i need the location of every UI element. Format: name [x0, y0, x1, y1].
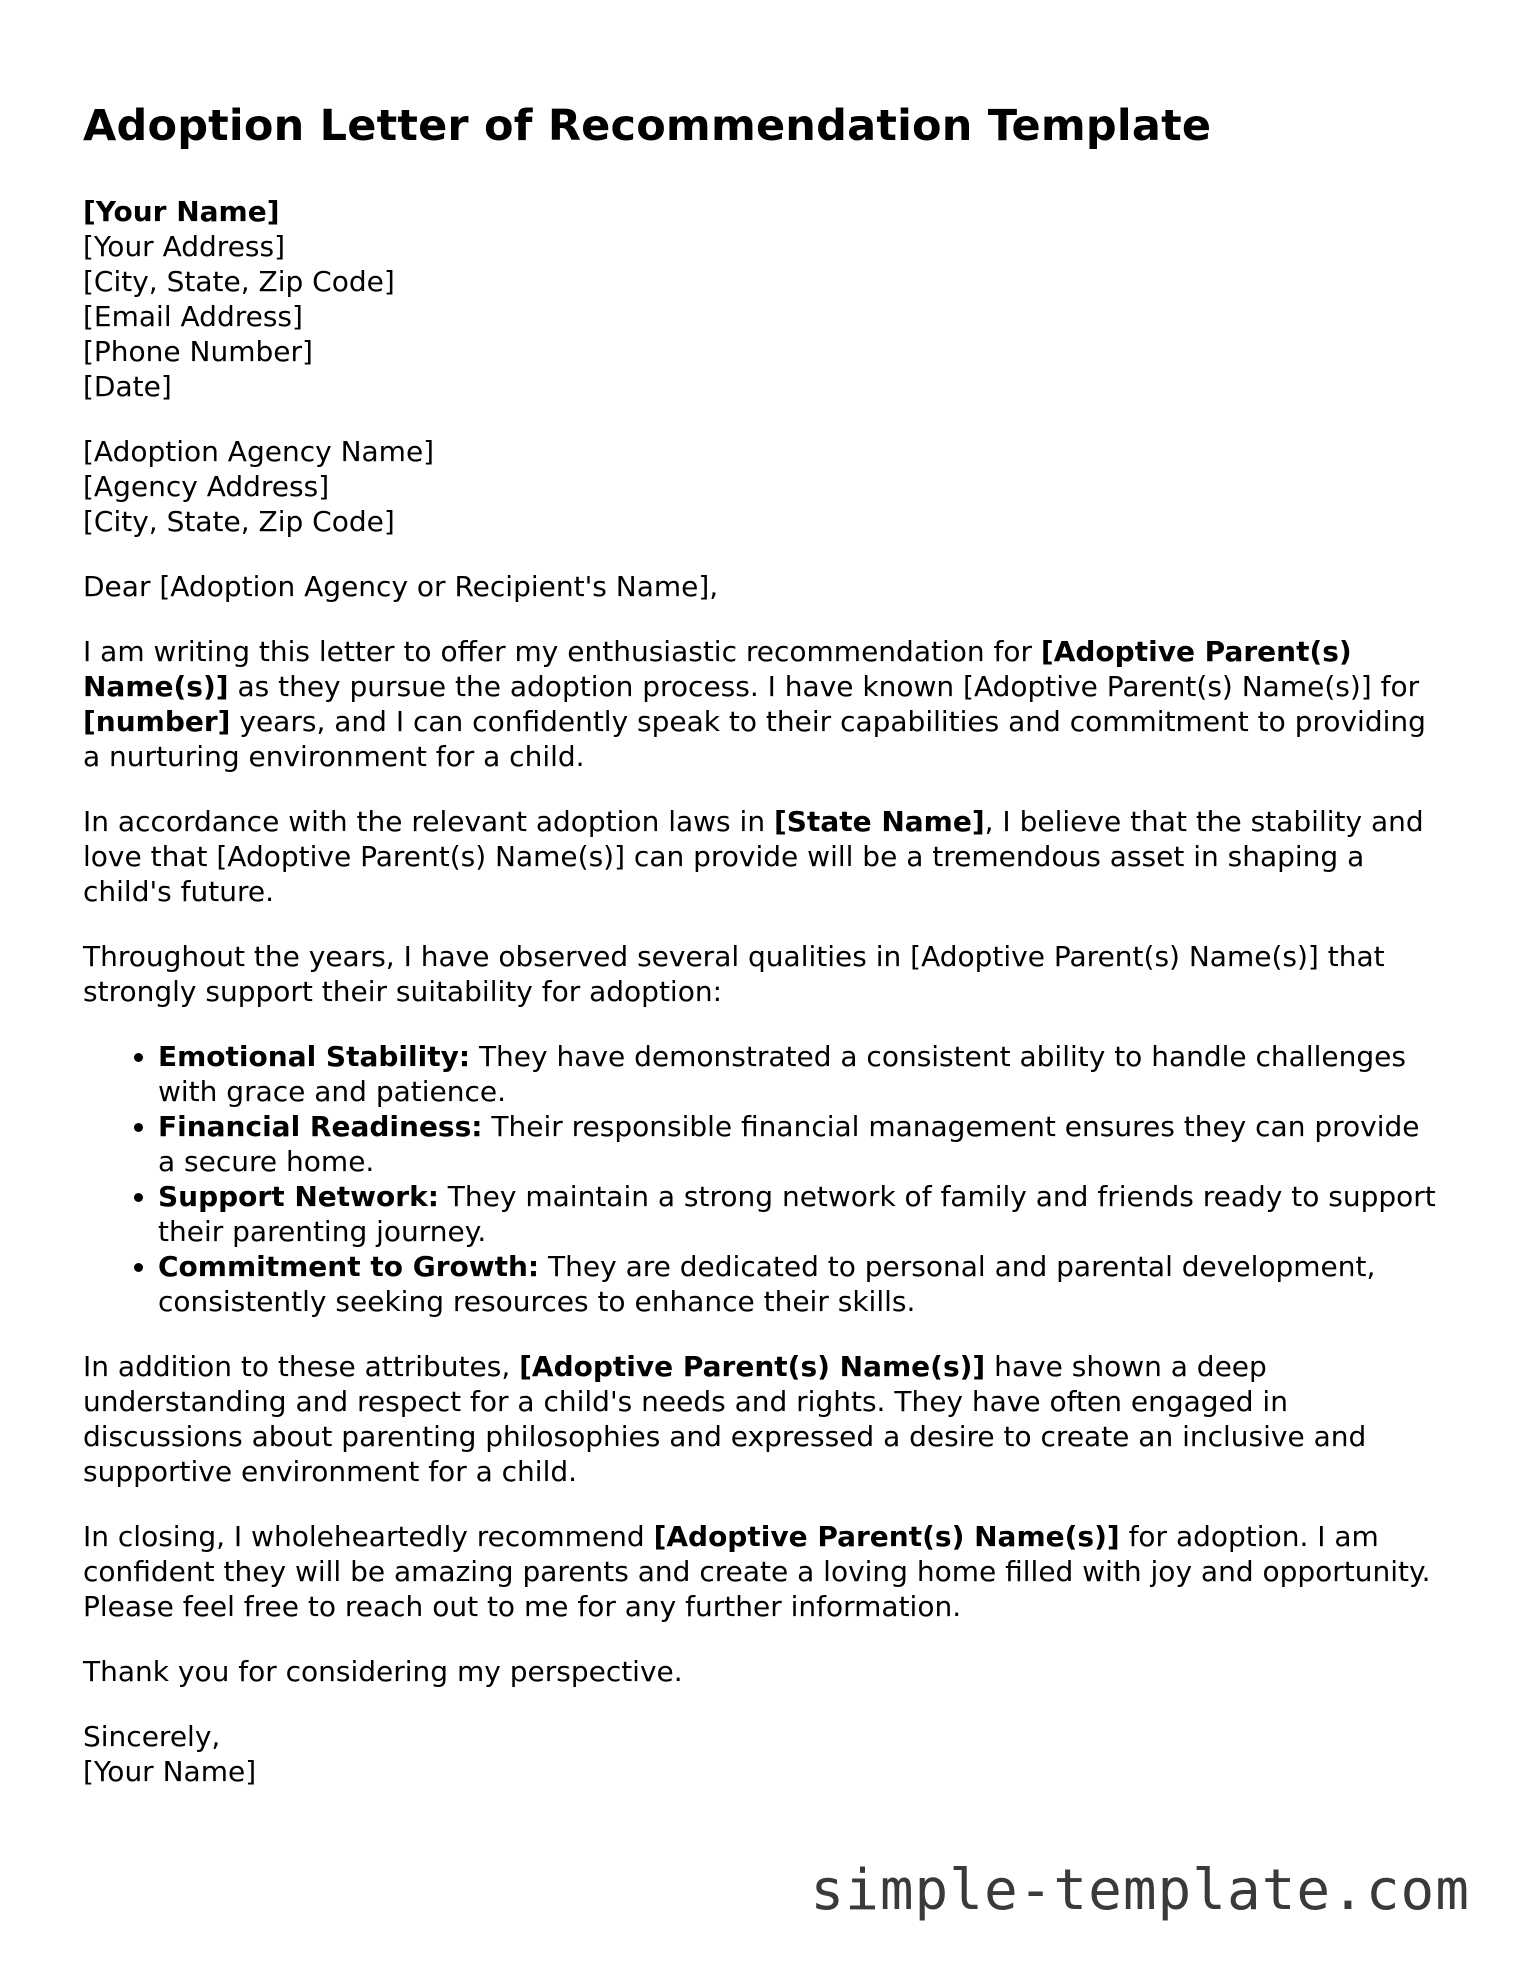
recipient-address: [Agency Address] — [83, 470, 330, 503]
recipient-block — [83, 434, 1443, 539]
signature-block — [83, 1719, 1443, 1789]
quality-label: Financial Readiness: — [158, 1110, 483, 1143]
paragraph-state-laws — [83, 804, 1443, 909]
placeholder-state-name: [State Name] — [773, 805, 985, 838]
brand-watermark: simple-template.com — [810, 1858, 1470, 1923]
quality-label: Emotional Stability: — [158, 1040, 471, 1073]
quality-text: They maintain a strong network of family and friends ready to support their parenting journey. — [158, 1180, 1436, 1248]
quality-label: Commitment to Growth: — [158, 1250, 540, 1283]
sender-address: [Your Address] — [83, 230, 286, 263]
sender-block — [83, 194, 1443, 404]
placeholder-number: [number] — [83, 705, 231, 738]
salutation: Dear [Adoption Agency or Recipient's Name], — [83, 570, 719, 603]
paragraph-text: , I believe that the stability and love that [Adoptive Parent(s) Name(s)] can provide will be a tremendous asset in shaping a child's future. — [83, 805, 1424, 908]
quality-label: Support Network: — [158, 1180, 439, 1213]
list-item — [158, 1039, 1443, 1109]
list-item — [158, 1109, 1443, 1179]
sender-name: [Your Name] — [83, 195, 280, 228]
paragraph-text: as they pursue the adoption process. I have known [Adoptive Parent(s) Name(s)] for — [228, 670, 1420, 703]
paragraph-qualities-intro: Throughout the years, I have observed several qualities in [Adoptive Parent(s) Name(s)] that strongly support their suitability for adoption: — [83, 940, 1385, 1008]
paragraph-attributes — [83, 1349, 1443, 1489]
paragraph-text: have shown a deep understanding and respect for a child's needs and rights. They have often engaged in discussions about parenting philosophies and expressed a desire to create an inclusive and supportive environment for a child. — [83, 1350, 1367, 1488]
thanks-line: Thank you for considering my perspective. — [83, 1655, 683, 1688]
list-item — [158, 1179, 1443, 1249]
signer-name: [Your Name] — [83, 1755, 257, 1788]
paragraph-text: I am writing this letter to offer my enthusiastic recommendation for — [83, 635, 1041, 668]
recipient-city: [City, State, Zip Code] — [83, 505, 395, 538]
quality-text: Their responsible financial management ensures they can provide a secure home. — [158, 1110, 1420, 1178]
recipient-agency: [Adoption Agency Name] — [83, 435, 435, 468]
placeholder-parent-names: [Adoptive Parent(s) Name(s)] — [519, 1350, 986, 1383]
paragraph-text: In closing, I wholeheartedly recommend — [83, 1520, 654, 1553]
placeholder-parent-names: [Adoptive Parent(s) Name(s)] — [83, 635, 1352, 703]
quality-text: They are dedicated to personal and parental development, consistently seeking resources to enhance their skills. — [158, 1250, 1376, 1318]
paragraph-text: for adoption. I am confident they will be amazing parents and create a loving home filled with joy and opportunity. Please feel free to reach out to me for any further information. — [83, 1520, 1431, 1623]
sender-email: [Email Address] — [83, 300, 303, 333]
sender-date: [Date] — [83, 370, 172, 403]
sender-phone: [Phone Number] — [83, 335, 313, 368]
paragraph-closing — [83, 1519, 1443, 1624]
placeholder-parent-names: [Adoptive Parent(s) Name(s)] — [653, 1520, 1120, 1553]
quality-text: They have demonstrated a consistent ability to handle challenges with grace and patience. — [158, 1040, 1406, 1108]
paragraph-text: In accordance with the relevant adoption laws in — [83, 805, 774, 838]
list-item — [158, 1249, 1443, 1319]
paragraph-text: In addition to these attributes, — [83, 1350, 520, 1383]
sender-city: [City, State, Zip Code] — [83, 265, 395, 298]
document-title: Adoption Letter of Recommendation Template — [83, 101, 1212, 151]
sign-off: Sincerely, — [83, 1720, 221, 1753]
paragraph-intro — [83, 634, 1443, 774]
letter-page — [83, 100, 1443, 1819]
qualities-list — [83, 1039, 1443, 1319]
paragraph-text: years, and I can confidently speak to their capabilities and commitment to providing a nurturing environment for a child. — [83, 705, 1426, 773]
